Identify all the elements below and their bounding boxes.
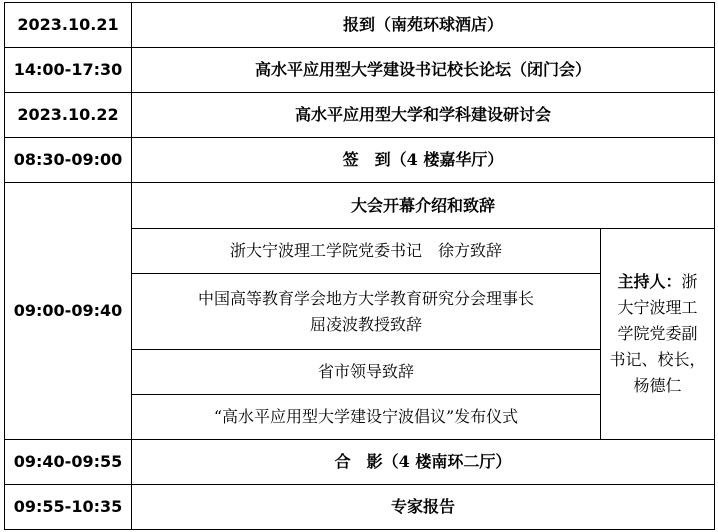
host-text: 书记、校长， bbox=[609, 350, 706, 369]
speech-item: 浙大宁波理工学院党委书记 徐方致辞 bbox=[132, 229, 601, 274]
table-row bbox=[5, 138, 715, 183]
table-row bbox=[5, 3, 715, 48]
time-cell: 09:55-10:35 bbox=[5, 485, 132, 530]
host-text: 大宁波理工 bbox=[617, 298, 698, 317]
host-cell bbox=[601, 229, 715, 440]
time-cell: 2023.10.21 bbox=[5, 3, 132, 48]
table-row bbox=[5, 440, 715, 485]
time-cell: 14:00-17:30 bbox=[5, 48, 132, 93]
time-cell: 2023.10.22 bbox=[5, 93, 132, 138]
event-title: 签 到（4 楼嘉华厅） bbox=[132, 138, 715, 183]
speech-item: 省市领导致辞 bbox=[132, 350, 601, 395]
table-row bbox=[5, 183, 715, 229]
speech-item bbox=[132, 274, 601, 350]
time-cell: 08:30-09:00 bbox=[5, 138, 132, 183]
speech-item-line: 屈凌波教授致辞 bbox=[309, 314, 422, 334]
host-label: 主持人： bbox=[617, 272, 682, 291]
host-text: 浙 bbox=[681, 272, 698, 291]
event-title: 合 影（4 楼南环二厅） bbox=[132, 440, 715, 485]
event-title: 高水平应用型大学建设书记校长论坛（闭门会） bbox=[132, 48, 715, 93]
table-row bbox=[5, 93, 715, 138]
event-title: 高水平应用型大学和学科建设研讨会 bbox=[132, 93, 715, 138]
host-text: 学院党委副 bbox=[617, 324, 698, 343]
host-text: 杨德仁 bbox=[633, 376, 682, 395]
time-cell: 09:40-09:55 bbox=[5, 440, 132, 485]
event-title: 报到（南苑环球酒店） bbox=[132, 3, 715, 48]
time-cell: 09:00-09:40 bbox=[5, 183, 132, 440]
table-row bbox=[5, 485, 715, 530]
schedule-table bbox=[4, 2, 715, 530]
event-title: 大会开幕介绍和致辞 bbox=[132, 183, 715, 229]
speech-item-line: 中国高等教育学会地方大学教育研究分会理事长 bbox=[197, 288, 534, 308]
table-row bbox=[5, 48, 715, 93]
speech-item: “高水平应用型大学建设宁波倡议”发布仪式 bbox=[132, 395, 601, 440]
event-title: 专家报告 bbox=[132, 485, 715, 530]
